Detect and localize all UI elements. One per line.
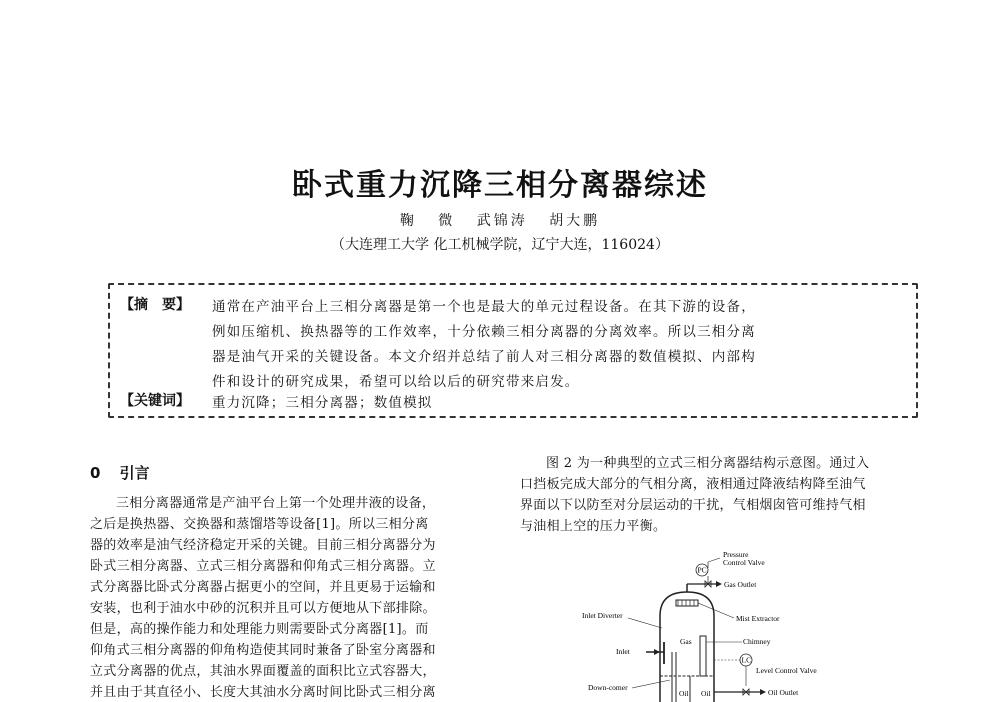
- keywords-text: 重力沉降；三相分离器；数值模拟: [212, 395, 433, 411]
- affiliation: （大连理工大学 化工机械学院，辽宁大连，116024）: [331, 237, 669, 253]
- paragraph-line: 与油相上空的压力平衡。: [520, 519, 667, 534]
- level-valve-label: Level Control Valve: [756, 666, 817, 675]
- paragraph-line: 之后是换热器、交换器和蒸馏塔等设备[1]。所以三相分离: [90, 517, 429, 532]
- right-column: [520, 452, 920, 536]
- oil-label: Oil: [679, 689, 689, 698]
- abstract-label: 【摘 要】: [120, 297, 190, 313]
- down-comer-label: Down-comer: [588, 683, 628, 692]
- inlet-arrow: [654, 649, 660, 655]
- inlet-label: Inlet: [616, 647, 630, 656]
- abstract-line: 件和设计的研究成果，希望可以给以后的研究带来启发。: [212, 374, 580, 390]
- author-list: [0, 210, 1000, 230]
- section-title: 引言: [119, 464, 150, 482]
- paragraph-line: 并且由于其直径小、长度大其油水分离时间比卧式三相分离: [90, 685, 436, 700]
- paragraph-line: 仰角式三相分离器的仰角构造使其同时兼备了卧室分离器和: [90, 643, 436, 658]
- left-column: [90, 492, 498, 702]
- section-heading: [90, 462, 150, 483]
- oil-outlet-arrow: [760, 689, 766, 695]
- section-number: 0: [90, 464, 101, 482]
- paragraph-line: 卧式三相分离器、立式三相分离器和仰角式三相分离器。立: [90, 559, 436, 574]
- chimney: [700, 636, 706, 676]
- paragraph-line: 界面以下以防至对分层运动的干扰，气相烟囱管可维持气相: [520, 498, 866, 513]
- chimney-label: Chimney: [743, 637, 771, 646]
- paragraph-line: 但是，高的操作能力和处理能力则需要卧式分离器[1]。而: [90, 622, 429, 637]
- author-1: 鞠 微: [399, 213, 456, 229]
- paragraph-line: 器的效率是油气经济稳定开采的关键。目前三相分离器分为: [90, 538, 436, 553]
- separator-diagram: [580, 548, 820, 702]
- mist-extractor-label: Mist Extractor: [736, 614, 780, 623]
- inlet-diverter-label: Inlet Diverter: [582, 611, 623, 620]
- pressure-valve-label-1: Pressure: [723, 550, 749, 559]
- oil-label-2: Oil: [701, 689, 711, 698]
- keywords-label: 【关键词】: [120, 393, 190, 409]
- paragraph-line: 口挡板完成大部分的气相分离，液相通过降液结构降至油气: [520, 477, 866, 492]
- paragraph-line: 三相分离器通常是产油平台上第一个处理井液的设备，: [116, 496, 436, 511]
- lc-label: LC: [741, 655, 752, 665]
- author-2: 武锦涛: [476, 213, 528, 229]
- gas-outlet-arrow: [716, 581, 722, 587]
- pc-label: PC: [697, 565, 707, 575]
- abstract-line: 器是油气开采的关键设备。本文介绍并总结了前人对三相分离器的数值模拟、内部构: [212, 349, 756, 365]
- oil-outlet-label: Oil Outlet: [768, 688, 799, 697]
- paragraph-line: 安装，也利于油水中砂的沉积并且可以方便地从下部排除。: [90, 601, 436, 616]
- abstract-line: 通常在产油平台上三相分离器是第一个也是最大的单元过程设备。在其下游的设备，: [212, 299, 756, 315]
- paragraph-line: 立式分离器的优点，其油水界面覆盖的面积比立式容器大，: [90, 664, 436, 679]
- gas-label: Gas: [680, 637, 692, 646]
- mist-extractor-pad: [676, 600, 698, 606]
- paper-title: 卧式重力沉降三相分离器综述: [292, 168, 708, 203]
- author-3: 胡大鹏: [549, 213, 601, 229]
- gas-outlet-label: Gas Outlet: [724, 580, 757, 589]
- abstract-line: 例如压缩机、换热器等的工作效率，十分依赖三相分离器的分离效率。所以三相分离: [212, 324, 756, 340]
- paragraph-line: 图 2 为一种典型的立式三相分离器结构示意图。通过入: [546, 456, 870, 471]
- pressure-valve-label-2: Control Valve: [723, 558, 765, 567]
- paragraph-line: 式分离器比卧式分离器占据更小的空间，并且更易于运输和: [90, 580, 436, 595]
